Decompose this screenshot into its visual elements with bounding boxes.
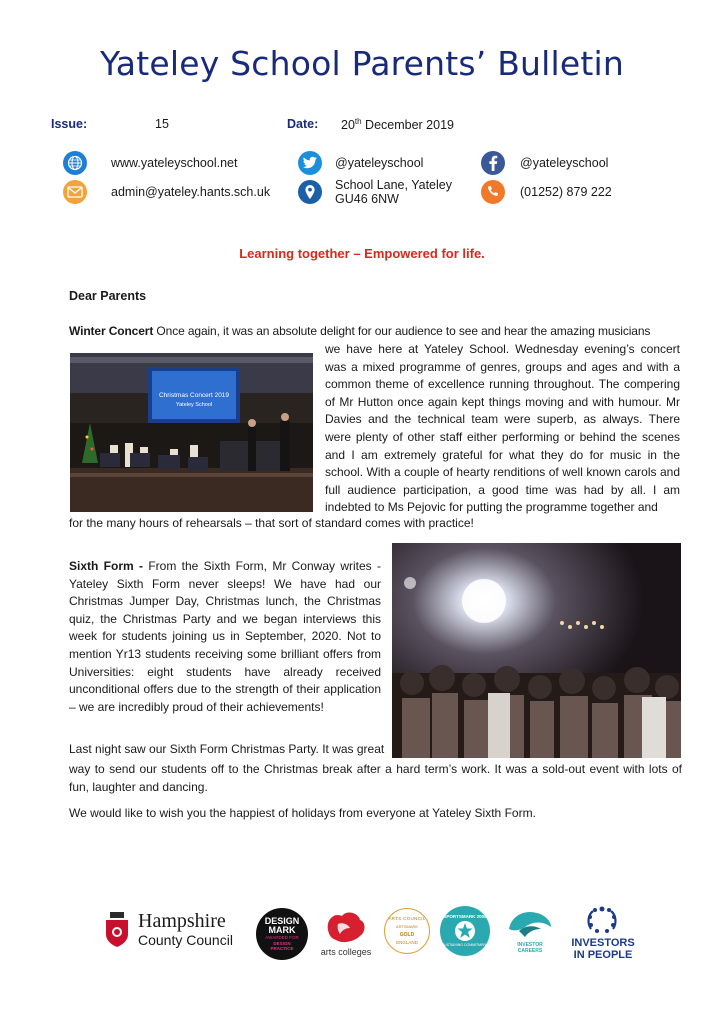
issue-value: 15 — [155, 117, 169, 131]
winter-concert-closing: for the many hours of rehearsals – that sort of standard comes with practice! — [69, 516, 474, 530]
date-rest: December 2019 — [361, 118, 454, 133]
arts-colleges-text: arts colleges — [320, 947, 372, 957]
winter-concert-line1-text: Once again, it was an absolute delight for our audience to see and hear the amazing musicians — [153, 324, 651, 338]
facebook-handle[interactable]: @yateleyschool — [520, 156, 609, 170]
hampshire-crest-icon — [104, 912, 130, 948]
investors-in-people-text — [568, 937, 638, 961]
iip-line2: IN PEOPLE — [573, 949, 633, 961]
investor-careers-text — [505, 942, 555, 954]
address — [335, 178, 452, 206]
design-mark-line4: DESIGN — [273, 941, 291, 946]
hampshire-line1: Hampshire — [138, 910, 226, 932]
design-mark-line2: MARK — [268, 925, 296, 935]
greeting: Dear Parents — [69, 289, 147, 303]
iip-line1: INVESTORS — [571, 937, 635, 949]
arts-council-top: ARTS COUNCIL — [388, 916, 426, 921]
design-mark-logo — [256, 908, 308, 960]
closing-wish: We would like to wish you the happiest of holidays from everyone at Yateley Sixth Form. — [69, 806, 536, 820]
party-body: way to send our students off to the Christmas break after a hard term’s work. It was a sold-out event with lots of fun, laughter and dancing. — [69, 762, 682, 794]
design-mark-line1: DESIGN — [264, 916, 300, 926]
date-label: Date: — [287, 117, 319, 131]
investor-careers-logo — [505, 909, 555, 957]
date-suffix: th — [354, 117, 362, 126]
location-icon — [298, 180, 322, 204]
arts-council-bottom: ENGLAND — [396, 940, 418, 945]
address-line2: GU46 6NW — [335, 192, 399, 206]
winter-concert-body: we have here at Yateley School. Wednesday evening’s concert was a mixed programme of genres, groups and ages and with a common theme of excellence running throughout. The compering of Mr Hutton once again kept things moving and with humour. Mr Davies and the technical team were superb, as always. There were plenty of other staff either performing or behind the scenes and I am extremely grateful for what they do for music in the school. With a couple of hearty renditions of well known carols and full audience participation, a good time was had by all. I am indebted to Ms Pejovic for putting the programme together and — [325, 342, 680, 515]
concert-screen-line2: Yateley School — [175, 402, 213, 408]
investors-in-people-logo — [568, 905, 638, 963]
concert-screen-line1: Christmas Concert 2019 — [158, 392, 230, 399]
hampshire-county-council-logo — [104, 910, 244, 952]
sportsmark-star-icon — [454, 920, 476, 942]
facebook-icon — [481, 151, 505, 175]
arts-colleges-logo — [318, 910, 374, 960]
sportsmark-sub: SUSTAINING COMMITMENT — [441, 943, 489, 947]
website-link[interactable]: www.yateleyschool.net — [111, 156, 238, 170]
investors-in-people-wreath-icon — [585, 905, 619, 935]
twitter-handle[interactable]: @yateleyschool — [335, 156, 424, 170]
arts-council-logo — [384, 908, 430, 954]
globe-icon — [63, 151, 87, 175]
party-line1: Last night saw our Sixth Form Christmas Party. It was great — [69, 742, 385, 756]
sportsmark-text: SPORTSMARK 2008 — [443, 914, 487, 919]
phone-number[interactable]: (01252) 879 222 — [520, 185, 612, 199]
investor-careers-line1: INVESTOR — [517, 942, 543, 948]
sixth-form-text — [69, 558, 381, 716]
design-mark-line3: AWARDED FOR — [265, 935, 299, 940]
issue-label: Issue: — [51, 117, 88, 131]
address-line1: School Lane, Yateley — [335, 178, 452, 192]
concert-photo — [70, 353, 313, 512]
arts-colleges-mark-icon — [324, 910, 368, 944]
investor-careers-mark-icon — [507, 909, 553, 941]
winter-concert-heading: Winter Concert — [69, 324, 154, 338]
bulletin-title: Yateley School Parents’ Bulletin — [99, 44, 625, 83]
phone-icon — [481, 180, 505, 204]
hampshire-line2: County Council — [138, 932, 233, 948]
party-photo — [392, 543, 681, 758]
date-day: 20 — [341, 118, 355, 133]
arts-council-gold: GOLD — [399, 932, 415, 938]
twitter-icon — [298, 151, 322, 175]
email-link[interactable]: admin@yateley.hants.sch.uk — [111, 185, 271, 199]
sixth-form-body: From the Sixth Form, Mr Conway writes - Yateley Sixth Form never sleeps! We have had our Christmas Jumper Day, Christmas lunch, the Christmas quiz, the Christmas Party and we began interviews this week for students joining us in September, 2020. Not to mention Yr13 students receiving some brilliant offers from Universities: eight students have already received unconditional offers due to the strength of their application – we are incredibly proud of their achievements! — [69, 559, 381, 714]
sportsmark-logo — [440, 906, 490, 956]
email-icon — [63, 180, 87, 204]
date-value — [341, 117, 454, 132]
school-motto: Learning together – Empowered for life. — [239, 246, 485, 261]
arts-council-mid: ARTSMARK — [395, 924, 419, 929]
winter-concert-line1 — [69, 323, 681, 341]
investor-careers-line2: CAREERS — [517, 948, 543, 954]
design-mark-line5: PRACTICE — [270, 946, 294, 951]
sixth-form-heading: Sixth Form - — [69, 559, 143, 573]
